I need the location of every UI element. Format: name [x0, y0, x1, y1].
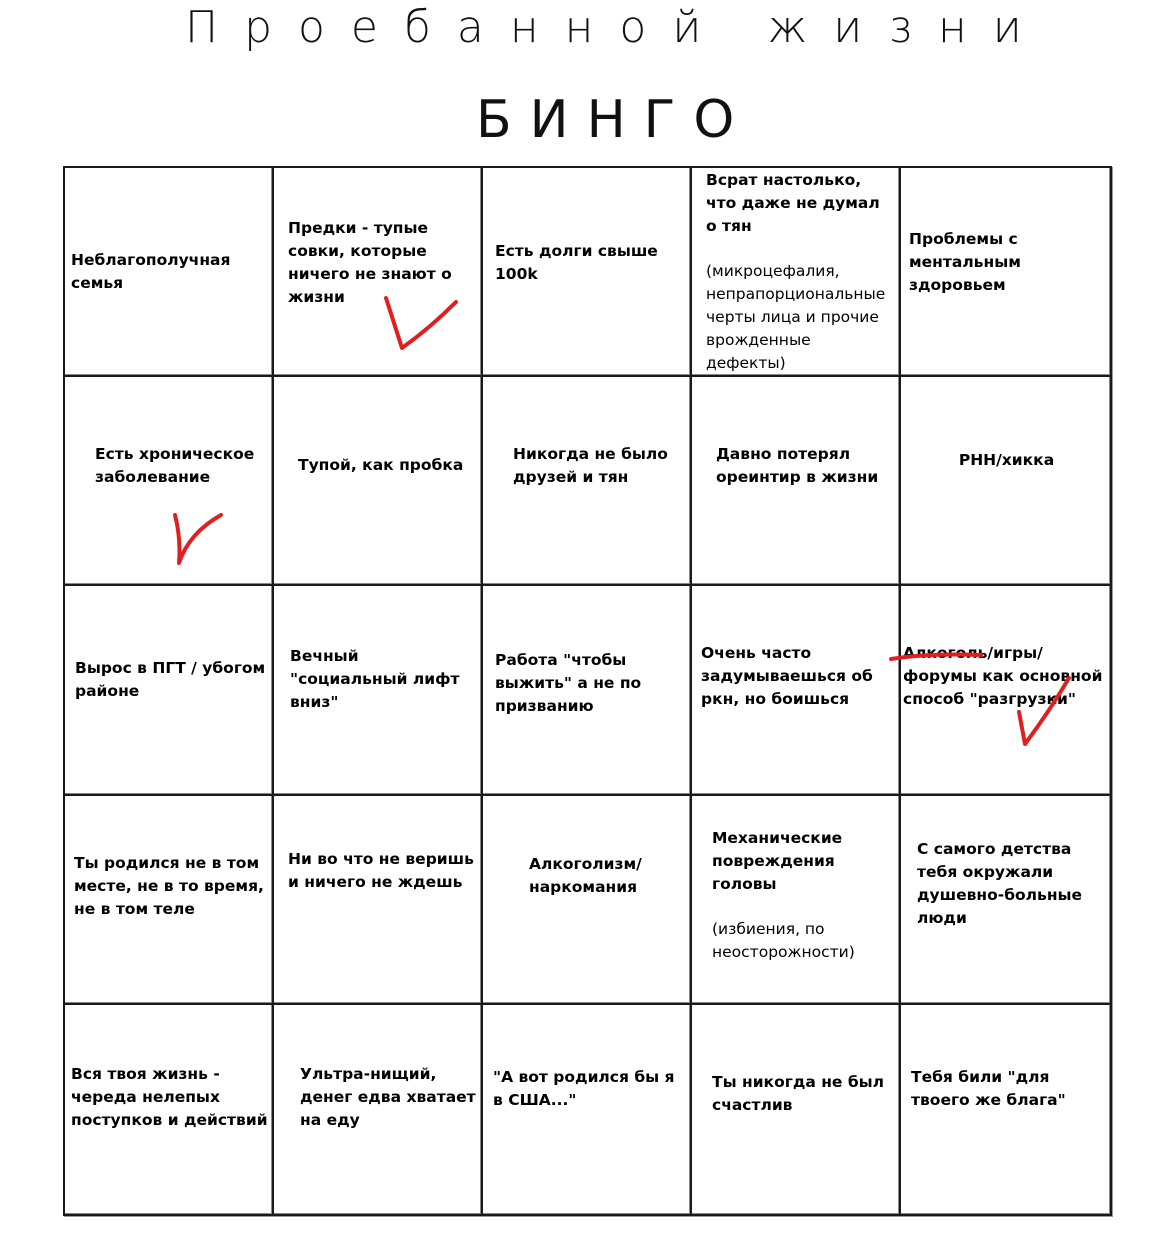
bingo-cell-3-5[interactable] — [901, 586, 1110, 795]
cell-text: Предки - тупые совки, которые ничего не знают о жизни — [288, 218, 452, 306]
page-title: Проебанной жизни — [185, 2, 1048, 53]
bingo-cell-3-2[interactable] — [274, 586, 483, 795]
bingo-cell-2-3[interactable] — [483, 377, 692, 586]
bingo-cell-2-5[interactable] — [901, 377, 1110, 586]
checkmark-icon — [169, 505, 229, 569]
bingo-cell-2-2[interactable] — [274, 377, 483, 586]
cell-text: Всрат настолько, что даже не думал о тян — [706, 170, 880, 235]
bingo-cell-3-1[interactable] — [65, 586, 274, 795]
bingo-cell-5-5[interactable] — [901, 1005, 1110, 1214]
cell-text: Тупой, как пробка — [298, 456, 464, 475]
cell-text-rest: /игры/форумы как основной способ "разгрузки" — [903, 644, 1103, 709]
cell-note: (избиения, по неосторожности) — [712, 919, 855, 961]
cell-text: Механические повреждения головы — [712, 828, 843, 893]
cell-text: Вся твоя жизнь - череда нелепых поступков и действий — [71, 1064, 268, 1129]
bingo-cell-4-1[interactable] — [65, 796, 274, 1005]
bingo-cell-4-3[interactable] — [483, 796, 692, 1005]
cell-text: Тебя били "для твоего же блага" — [911, 1068, 1066, 1110]
cell-text: Есть долги свыше 100k — [495, 241, 658, 283]
bingo-cell-4-4[interactable] — [692, 796, 901, 1005]
struck-text: Алкоголь — [903, 644, 988, 663]
bingo-cell-1-2[interactable] — [274, 168, 483, 377]
cell-text: Проблемы с ментальным здоровьем — [909, 230, 1021, 295]
bingo-cell-3-4[interactable] — [692, 586, 901, 795]
cell-text: Ультра-нищий, денег едва хватает на еду — [300, 1064, 476, 1129]
bingo-cell-5-4[interactable] — [692, 1005, 901, 1214]
cell-text: Работа "чтобы выжить" а не по призванию — [495, 651, 642, 716]
cell-text — [903, 642, 1106, 711]
bingo-cell-4-5[interactable] — [901, 796, 1110, 1005]
cell-text: Неблагополучная семья — [71, 250, 231, 292]
bingo-grid — [63, 166, 1112, 1216]
bingo-cell-5-3[interactable] — [483, 1005, 692, 1214]
cell-text: С самого детства тебя окружали душевно-больные люди — [917, 840, 1083, 928]
bingo-cell-1-1[interactable] — [65, 168, 274, 377]
cell-text: Очень часто задумываешься об ркн, но боишься — [701, 644, 873, 709]
bingo-cell-4-2[interactable] — [274, 796, 483, 1005]
cell-text: Ты родился не в том месте, не в то время, не в том теле — [74, 853, 264, 918]
cell-note: (микроцефалия, непрапорциональные черты лица и прочие врожденные дефекты) — [706, 261, 886, 372]
cell-text: Есть хроническое заболевание — [95, 444, 255, 486]
cell-text: Давно потерял ореинтир в жизни — [716, 444, 879, 486]
bingo-cell-1-5[interactable] — [901, 168, 1110, 377]
cell-text: "А вот родился бы я в США..." — [493, 1068, 675, 1110]
bingo-cell-3-3[interactable] — [483, 586, 692, 795]
cell-text: Вырос в ПГТ / убогом районе — [75, 658, 266, 700]
bingo-cell-2-4[interactable] — [692, 377, 901, 586]
cell-text: Никогда не было друзей и тян — [513, 444, 668, 486]
cell-text: Ни во что не веришь и ничего не ждешь — [288, 850, 474, 892]
cell-text: Вечный "социальный лифт вниз" — [290, 647, 460, 712]
bingo-cell-2-1[interactable] — [65, 377, 274, 586]
bingo-cell-5-2[interactable] — [274, 1005, 483, 1214]
bingo-cell-1-3[interactable] — [483, 168, 692, 377]
bingo-heading: БИНГО — [476, 90, 753, 150]
cell-text: Ты никогда не был счастлив — [712, 1073, 885, 1115]
bingo-cell-1-4[interactable] — [692, 168, 901, 377]
cell-text: РНН/хикка — [958, 451, 1055, 470]
bingo-cell-5-1[interactable] — [65, 1005, 274, 1214]
cell-text: Алкоголизм/ наркомания — [529, 855, 642, 897]
